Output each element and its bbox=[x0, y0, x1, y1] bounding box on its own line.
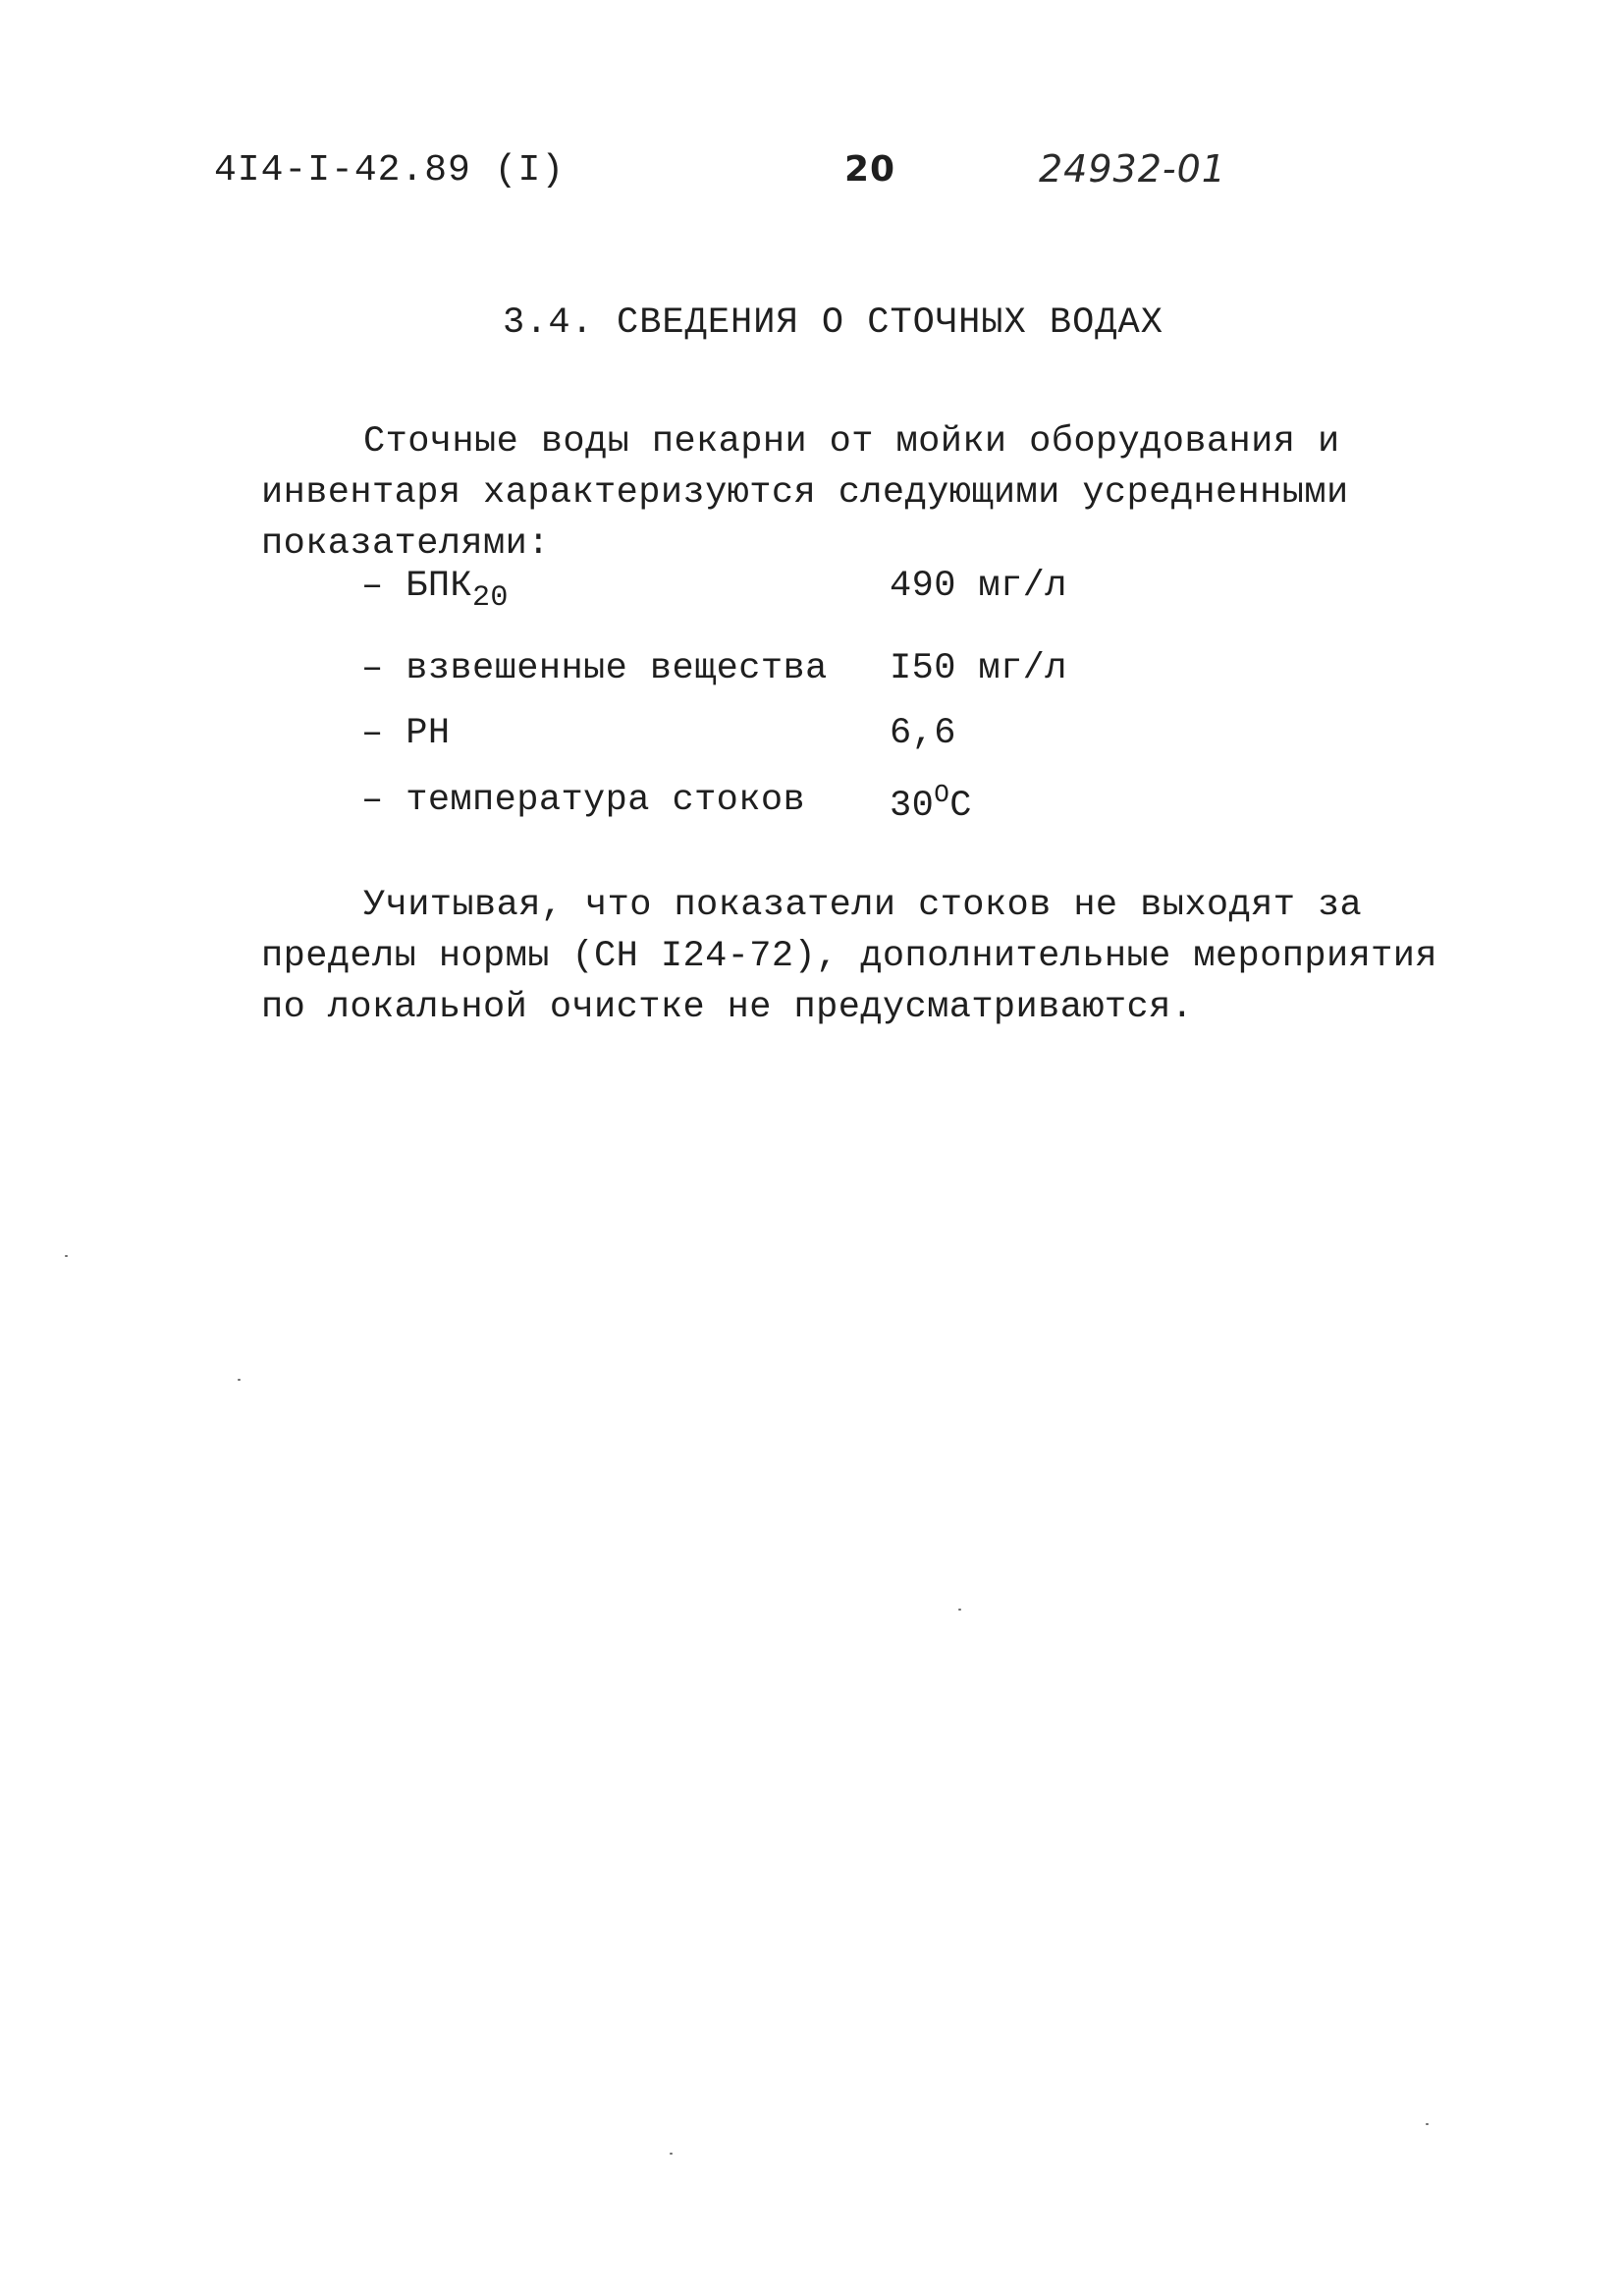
document-code: 4I4-I-42.89 (I) bbox=[214, 149, 566, 191]
indicator-name: – взвешенные вещества bbox=[361, 648, 828, 689]
conclusion-text: Учитывая, что показатели стоков не выходят за пределы нормы (СН I24-72), дополнительные мероприятия по локальной очистке не предусматриваются. bbox=[261, 885, 1437, 1028]
indicator-name: – $БПК_{20}$ bbox=[361, 566, 509, 615]
handwritten-inventory-number: 24932-01 bbox=[1039, 147, 1226, 191]
indicator-name: – температура стоков bbox=[361, 780, 806, 821]
scan-speck bbox=[65, 1255, 68, 1257]
indicator-name: – РН bbox=[361, 713, 451, 754]
indicator-row-bod bbox=[361, 566, 1108, 625]
page-number: 20 bbox=[844, 149, 896, 190]
scan-speck bbox=[958, 1609, 961, 1611]
indicator-value: I50 мг/л bbox=[890, 648, 1067, 689]
conclusion-paragraph bbox=[261, 880, 1469, 1033]
scan-speck bbox=[670, 2153, 673, 2155]
indicator-row-ph bbox=[361, 713, 1108, 772]
scan-speck bbox=[238, 1379, 241, 1381]
section-title: 3.4. СВЕДЕНИЯ О СТОЧНЫХ ВОДАХ bbox=[503, 302, 1163, 344]
intro-paragraph bbox=[261, 416, 1469, 570]
intro-text: Сточные воды пекарни от мойки оборудования и инвентаря характеризуются следующими усредненными показателями: bbox=[261, 421, 1349, 565]
indicator-value: 6,6 bbox=[890, 713, 956, 754]
scan-speck bbox=[1426, 2123, 1429, 2125]
indicator-value: $30^ОС$ bbox=[890, 780, 972, 827]
indicator-row-temperature bbox=[361, 780, 1108, 839]
indicator-row-suspended-solids bbox=[361, 648, 1108, 707]
indicator-value: 490 мг/л bbox=[890, 566, 1067, 607]
